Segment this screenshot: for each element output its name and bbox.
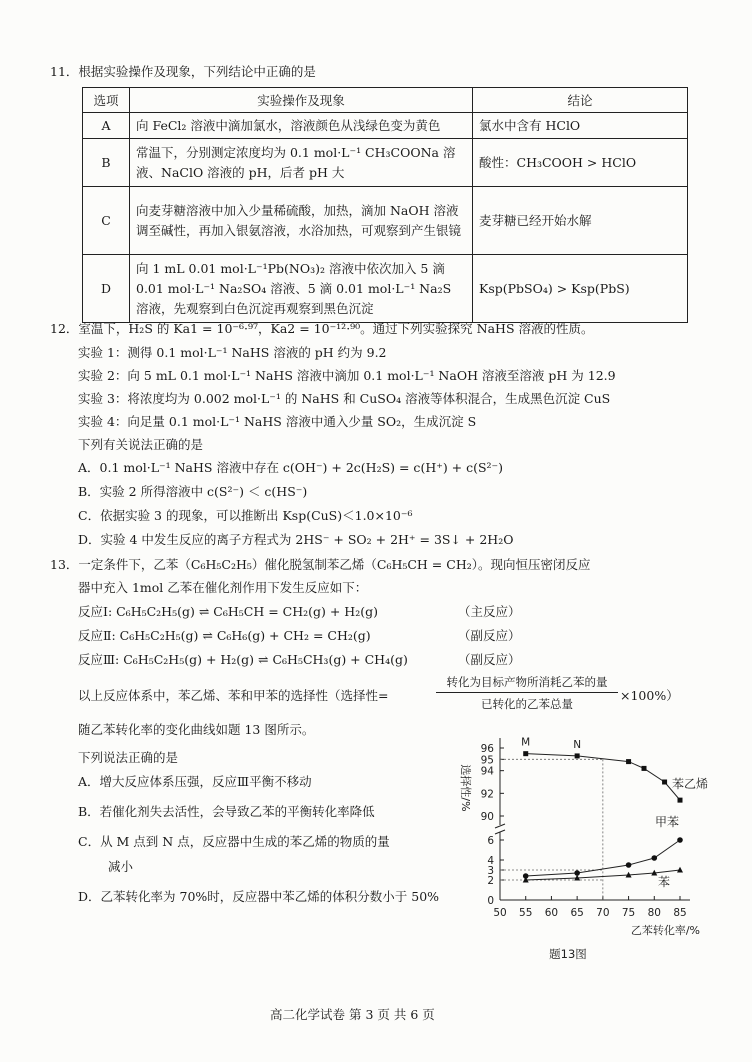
x-tick-label: 55 <box>519 907 533 919</box>
table-row <box>83 113 688 139</box>
page-footer: 高二化学试卷 第 3 页 共 6 页 <box>270 1007 435 1022</box>
y-tick-label: 90 <box>480 811 494 823</box>
q13-option-b: B．若催化剂失去活性，会导致乙苯的平衡转化率降低 <box>78 804 375 819</box>
y-tick-label: 6 <box>487 835 494 847</box>
table-row <box>83 255 688 323</box>
row-option: B <box>83 139 130 187</box>
y-tick-label: 4 <box>487 855 494 867</box>
x-tick-label: 65 <box>570 907 584 919</box>
selectivity-chart <box>450 728 710 973</box>
q13-option-a: A．增大反应体系压强，反应Ⅲ平衡不移动 <box>78 774 312 789</box>
row-operation: 向麦芽糖溶液中加入少量稀硫酸，加热，滴加 NaOH 溶液调至碱性，再加入银氨溶液，水浴加热，可观察到产生银镜 <box>130 187 473 255</box>
q12-option-a: A．0.1 mol·L⁻¹ NaHS 溶液中存在 c(OH⁻) + 2c(H₂S) = c(H⁺) + c(S²⁻) <box>78 460 504 475</box>
x-tick-label: 70 <box>596 907 610 919</box>
q13-reaction-3: 反应Ⅲ: C₆H₅C₂H₅(g) + H₂(g) ⇌ C₆H₅CH₃(g) + CH₄(g) <box>78 652 408 667</box>
q13-stem-3: 随乙苯转化率的变化曲线如题 13 图所示。 <box>78 722 315 737</box>
q13-stem-2: 器中充入 1mol 乙苯在催化剂作用下发生反应如下： <box>78 580 368 595</box>
series-label: 苯 <box>658 875 671 889</box>
q11-table <box>82 87 688 323</box>
q12-stem: 12．室温下，H₂S 的 Ka1 = 10⁻⁶·⁹⁷，Ka2 = 10⁻¹²·⁹⁰。通过下列实验探究 NaHS 溶液的性质。 <box>50 321 594 336</box>
selectivity-denominator: 已转化的乙苯总量 <box>481 697 573 711</box>
row-option: D <box>83 255 130 323</box>
data-point <box>651 855 657 861</box>
table-row <box>83 187 688 255</box>
point-label-m: M <box>521 736 531 749</box>
y-tick-label: 2 <box>487 875 494 887</box>
data-point <box>642 766 647 771</box>
q13-reaction-2: 反应Ⅱ: C₆H₅C₂H₅(g) ⇌ C₆H₆(g) + CH₂ = CH₂(g) <box>78 628 371 643</box>
y-tick-label: 92 <box>480 788 494 801</box>
series-label: 甲苯 <box>655 815 680 829</box>
q12-exp1: 实验 1：测得 0.1 mol·L⁻¹ NaHS 溶液的 pH 约为 9.2 <box>78 345 387 360</box>
header-conclusion: 结论 <box>473 88 688 113</box>
q12-question: 下列有关说法正确的是 <box>78 437 204 452</box>
data-point <box>677 867 683 873</box>
q13-reaction-1-note: （主反应） <box>458 604 521 619</box>
series-label: 苯乙烯 <box>671 777 709 792</box>
row-operation: 向 1 mL 0.01 mol·L⁻¹Pb(NO₃)₂ 溶液中依次加入 5 滴 0.01 mol·L⁻¹ Na₂SO₄ 溶液、5 滴 0.01 mol·L⁻¹ Na₂S 溶液，先观察到白色沉淀再观察到黑色沉淀 <box>130 255 473 323</box>
data-point <box>662 780 667 785</box>
row-conclusion: 麦芽糖已经开始水解 <box>473 187 688 255</box>
row-conclusion: Ksp(PbSO₄) > Ksp(PbS) <box>473 255 688 323</box>
x-tick-label: 80 <box>647 907 661 919</box>
point-label-n: N <box>573 738 582 751</box>
selectivity-numerator: 转化为目标产物所消耗乙苯的量 <box>446 675 608 689</box>
x-tick-label: 60 <box>544 907 559 919</box>
q12-exp2: 实验 2：向 5 mL 0.1 mol·L⁻¹ NaHS 溶液中滴加 0.1 mol·L⁻¹ NaOH 溶液至溶液 pH 为 12.9 <box>78 368 616 383</box>
row-option: A <box>83 113 130 139</box>
q12-exp3: 实验 3：将浓度均为 0.002 mol·L⁻¹ 的 NaHS 和 CuSO₄ 溶液等体积混合，生成黑色沉淀 CuS <box>78 391 611 406</box>
x-tick-label: 75 <box>621 907 636 919</box>
data-point <box>678 798 683 803</box>
data-point <box>626 862 632 868</box>
q13-stem-1: 13．一定条件下，乙苯（C₆H₅C₂H₅）催化脱氢制苯乙烯（C₆H₅CH = CH₂）。现向恒压密闭反应 <box>50 557 591 572</box>
q12-option-d: D．实验 4 中发生反应的离子方程式为 2HS⁻ + SO₂ + 2H⁺ = 3S↓ + 2H₂O <box>78 532 514 547</box>
q13-reaction-3-note: （副反应） <box>458 652 521 667</box>
fraction-bar <box>436 692 618 693</box>
q13-selectivity-suffix: ×100%） <box>620 688 679 703</box>
x-axis-label: 乙苯转化率/% <box>630 924 700 937</box>
row-operation: 常温下，分别测定浓度均为 0.1 mol·L⁻¹ CH₃COONa 溶液、NaClO 溶液的 pH，后者 pH 大 <box>130 139 473 187</box>
q11-stem: 11．根据实验操作及现象，下列结论中正确的是 <box>50 64 316 79</box>
x-tick-label: 50 <box>493 907 507 919</box>
y-tick-label: 95 <box>480 754 494 767</box>
header-operation: 实验操作及现象 <box>130 88 473 113</box>
data-point <box>523 751 528 756</box>
row-operation: 向 FeCl₂ 溶液中滴加氯水，溶液颜色从浅绿色变为黄色 <box>130 113 473 139</box>
x-tick-label: 85 <box>673 907 687 919</box>
data-point <box>626 759 631 764</box>
table-header-row <box>83 88 688 113</box>
row-option: C <box>83 187 130 255</box>
table-row <box>83 139 688 187</box>
y-tick-label: 3 <box>487 865 494 877</box>
q12-option-c: C．依据实验 3 的现象，可以推断出 Ksp(CuS)＜1.0×10⁻⁶ <box>78 508 413 523</box>
q12-option-b: B．实验 2 所得溶液中 c(S²⁻) ＜ c(HS⁻) <box>78 484 308 499</box>
q12-exp4: 实验 4：向足量 0.1 mol·L⁻¹ NaHS 溶液中通入少量 SO₂，生成沉淀 S <box>78 414 477 429</box>
q13-reaction-1: 反应Ⅰ: C₆H₅C₂H₅(g) ⇌ C₆H₅CH = CH₂(g) + H₂(g) <box>78 604 378 619</box>
y-axis-label: 选择性/% <box>459 764 472 812</box>
y-tick-label: 94 <box>480 765 494 778</box>
data-point <box>677 837 683 843</box>
chart-title: 题13图 <box>549 947 587 961</box>
row-conclusion: 酸性：CH₃COOH > HClO <box>473 139 688 187</box>
q13-selectivity-prefix: 以上反应体系中，苯乙烯、苯和甲苯的选择性（选择性= <box>78 688 389 703</box>
q13-option-c-line2: 减小 <box>108 859 134 874</box>
q13-reaction-2-note: （副反应） <box>458 628 521 643</box>
y-tick-label: 0 <box>487 895 494 907</box>
q13-option-c-line1: C．从 M 点到 N 点，反应器中生成的苯乙烯的物质的量 <box>78 834 390 849</box>
q13-question: 下列说法正确的是 <box>78 750 179 765</box>
row-conclusion: 氯水中含有 HClO <box>473 113 688 139</box>
data-point <box>575 753 580 758</box>
header-option: 选项 <box>83 88 130 113</box>
y-tick-label: 96 <box>480 743 494 755</box>
q13-option-d: D．乙苯转化率为 70%时，反应器中苯乙烯的体积分数小于 50% <box>78 889 440 904</box>
